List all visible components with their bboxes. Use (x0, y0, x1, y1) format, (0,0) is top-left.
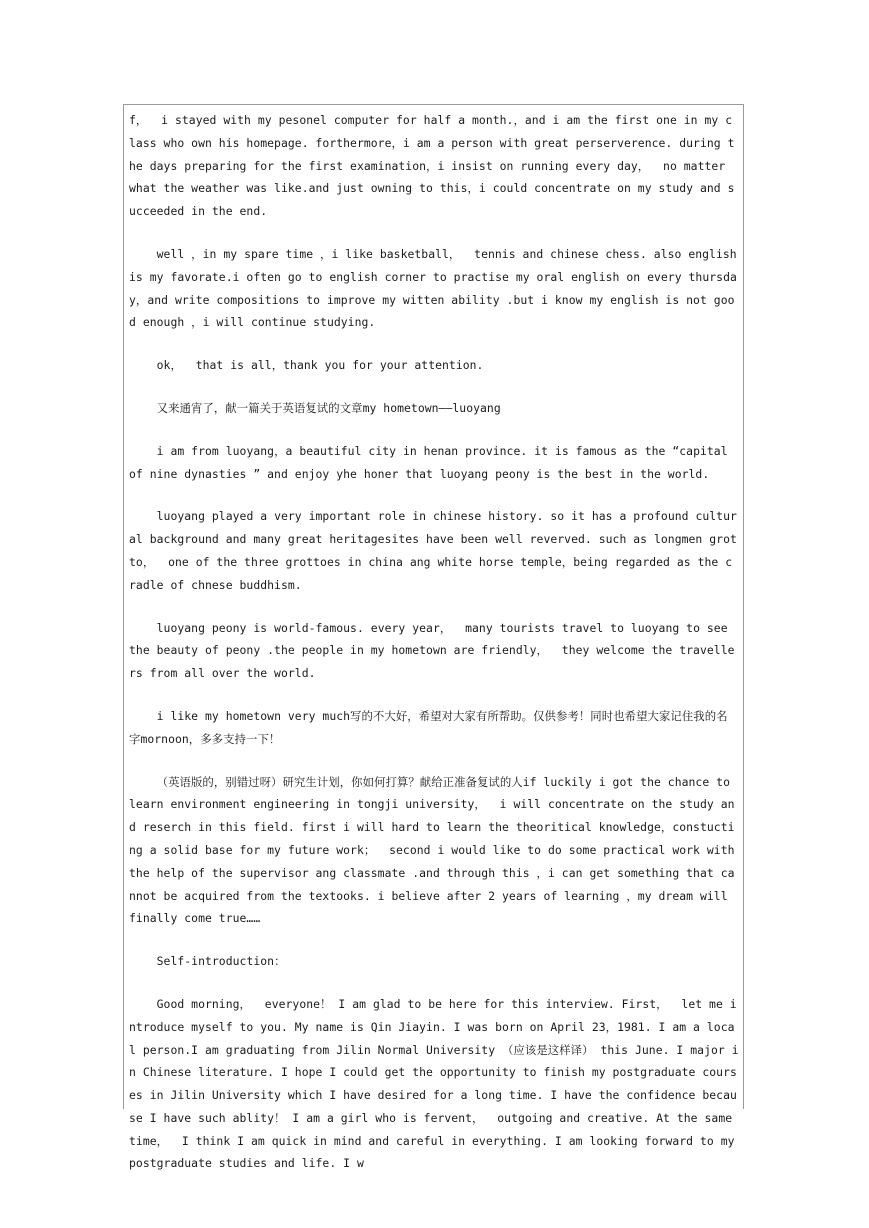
paragraph-spacer (129, 930, 739, 950)
paragraph-spacer (129, 973, 739, 993)
paragraph-spacer (129, 597, 739, 617)
paragraph-hometown-closing: i like my hometown very much写的不大好，希望对大家有所帮助。仅供参考！同时也希望大家记住我的名字mornoon，多多支持一下！ (129, 708, 728, 746)
paragraph-luoyang-peony: luoyang peony is world-famous. every year， many tourists travel to luoyang to see the beauty of peony .the people in my hometown are friendly， they welcome the travellers from all over the world. (129, 620, 735, 681)
paragraph-computer-perseverance: f， i stayed with my pesonel computer for half a month.，and i am the first one in my class who own his homepage. forthermore，i am a person with great perserverence. during the days preparing for the first examination，i insist on running every day， no matter what the weather was like.and just owning to this，i could concentrate on my study and succeeded in the end. (129, 113, 735, 219)
paragraph-self-intro-heading: Self-introduction： (129, 954, 286, 969)
paragraph-spacer (129, 485, 739, 505)
document-frame (123, 104, 744, 1171)
paragraph-study-plan: （英语版的，别错过呀）研究生计划，你如何打算？献给正准备复试的人if luckily i got the chance to learn environment engineering in tongji university， i will concentrate on the study and reserch in this field. first i will hard to learn the theoritical knowledge，constucting a solid base for my future work； second i would like to do some practical work with the help of the supervisor ang classmate .and through this ，i can get something that cannot be acquired from the textooks. i believe after 2 years of learning ，my dream will finally come true…… (129, 774, 742, 926)
paragraph-self-intro: Good morning， everyone！ I am glad to be here for this interview. First， let me introduce myself to you. My name is Qin Jiayin. I was born on April 23，1981. I am a local person.I am graduating from Jilin Normal University （应该是这样译） this June. I major in Chinese literature. I hope I could get the opportunity to finish my postgraduate courses in Jilin University which I have desired for a long time. I have the confidence because I have such ablity！ I am a girl who is fervent， outgoing and creative. At the same time， I think I am quick in mind and careful in everything. I am looking forward to my postgraduate studies and life. I w (129, 996, 742, 1171)
paragraph-closing: ok， that is all，thank you for your attention. (129, 358, 484, 373)
paragraph-spacer (129, 377, 739, 397)
paragraph-luoyang-history: luoyang played a very important role in chinese history. so it has a profound cultural background and many great heritagesites have been well reverved. such as longmen grotto， one of the three grottoes in china ang white horse temple，being regarded as the cradle of chnese buddhism. (129, 509, 737, 592)
paragraph-spacer (129, 334, 739, 354)
paragraph-spacer (129, 685, 739, 705)
document-body (129, 109, 744, 1175)
paragraph-luoyang: i am from luoyang，a beautiful city in henan province. it is famous as the “capital of nine dynasties ” and enjoy yhe honer that luoyang peony is the best in the world. (129, 443, 735, 481)
paragraph-spacer (129, 420, 739, 440)
paragraph-spacer (129, 751, 739, 771)
paragraph-hometown-intro: 又来通宵了，献一篇关于英语复试的文章my hometown——luoyang (129, 400, 501, 415)
paragraph-spacer (129, 223, 739, 243)
paragraph-hobbies: well ，in my spare time ，i like basketball， tennis and chinese chess. also english is my favorate.i often go to english corner to practise my oral english on every thursday，and write compositions to improve my witten ability .but i know my english is not good enough ，i will continue studying. (129, 246, 744, 330)
